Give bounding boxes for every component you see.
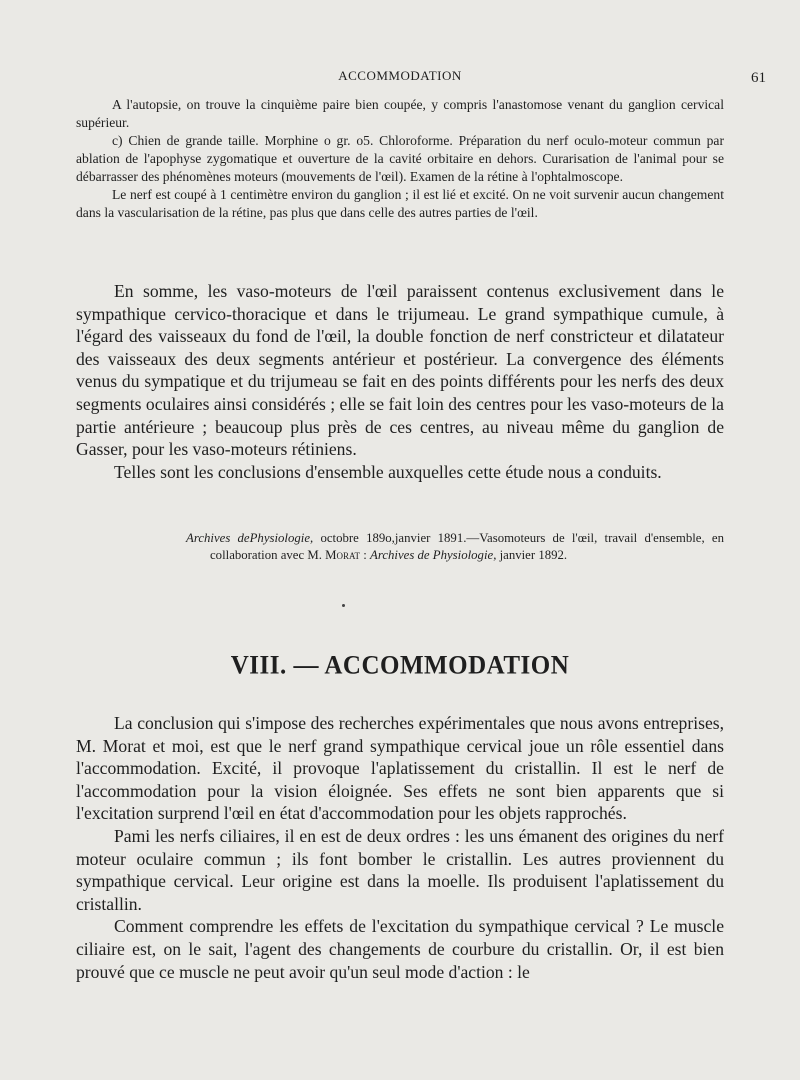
citation-journal-1: Archives dePhysiologie, <box>186 531 314 545</box>
page-number: 61 <box>751 70 766 86</box>
page-header <box>0 66 800 90</box>
citation-part-1: octobre 189o,janvier 1891.—Vasomoteurs de l'œil, travail d'ensemble, en collaboration avec M. <box>210 531 724 562</box>
conclusion-section <box>76 280 724 483</box>
running-title: ACCOMMODATION <box>338 68 462 83</box>
conclusion-closing-paragraph: Telles sont les conclusions d'ensemble auxquelles cette étude nous a conduits. <box>114 461 662 482</box>
citation-text <box>186 530 724 564</box>
citation-part-2: : <box>360 548 370 562</box>
experiment-notes <box>76 96 724 222</box>
section-title: VIII. — ACCOMMODATION <box>230 651 570 680</box>
body-paragraph-1: La conclusion qui s'impose des recherches expérimentales que nous avons entreprises, M. Morat et moi, est que le nerf grand sympathique cervical joue un rôle essentiel dans l'accommodation. Excité, il provoque l'aplatissement du cristallin. Il est le nerf de l'accommodation pour la vision éloignée. Ses effets ne sont bien apparents que si l'excitation surprend l'œil en état d'accommodation pour les objets rapprochés. <box>76 713 724 824</box>
experiment-c-paragraph: c) Chien de grande taille. Morphine o gr. o5. Chloroforme. Préparation du nerf oculo-moteur commun par ablation de l'apophyse zygomatique et ouverture de la cavité orbitaire en dehors. Curarisation de l'animal pour se débarrasser des phénomènes moteurs (mouvements de l'œil). Examen de la rétine à l'ophtalmoscope. <box>76 133 724 184</box>
citation-part-3: janvier 1892. <box>496 548 568 562</box>
decorative-dot <box>342 604 345 607</box>
accommodation-body <box>76 712 724 983</box>
conclusion-paragraph: En somme, les vaso-moteurs de l'œil paraissent contenus exclusivement dans le sympathique cervico-thoracique et dans le trijumeau. Le grand sympathique cumule, à l'égard des vaisseaux du fond de l'œil, la double fonction de nerf constricteur et dilatateur des vaisseaux des deux segments antérieur et postérieur. La convergence des éléments venus du sympatique et du trijumeau se fait en des points différents pour les nerfs des deux segments oculaires ainsi considérés ; elle se fait loin des centres pour les vaso-moteurs de la partie antérieure ; beaucoup plus près de ces centres, au niveau même du ganglion de Gasser, pour les vaso-moteurs rétiniens. <box>76 281 724 460</box>
body-paragraph-2: Pami les nerfs ciliaires, il en est de deux ordres : les uns émanent des origines du nerf moteur oculaire commun ; ils font bomber le cristallin. Les autres proviennent du sympathique cervical. Leur origine est dans la moelle. Ils produisent l'aplatissement du cristallin. <box>76 825 724 914</box>
body-paragraph-3: Comment comprendre les effets de l'excitation du sympathique cervical ? Le muscle ciliaire est, on le sait, l'agent des changements de courbure du cristallin. Or, il est bien prouvé que ce muscle ne peut avoir qu'un seul mode d'action : le <box>76 916 724 982</box>
citation-journal-2: Archives de Physiologie, <box>370 548 497 562</box>
citation <box>186 530 724 564</box>
citation-author: Morat <box>325 548 361 562</box>
nerve-cut-paragraph: Le nerf est coupé à 1 centimètre environ du ganglion ; il est lié et excité. On ne voit survenir aucun changement dans la vascularisation de la rétine, pas plus que dans celle des autres parties de l'œil. <box>76 187 724 220</box>
autopsy-paragraph: A l'autopsie, on trouve la cinquième paire bien coupée, y compris l'anastomose venant du ganglion cervical supérieur. <box>76 97 724 130</box>
